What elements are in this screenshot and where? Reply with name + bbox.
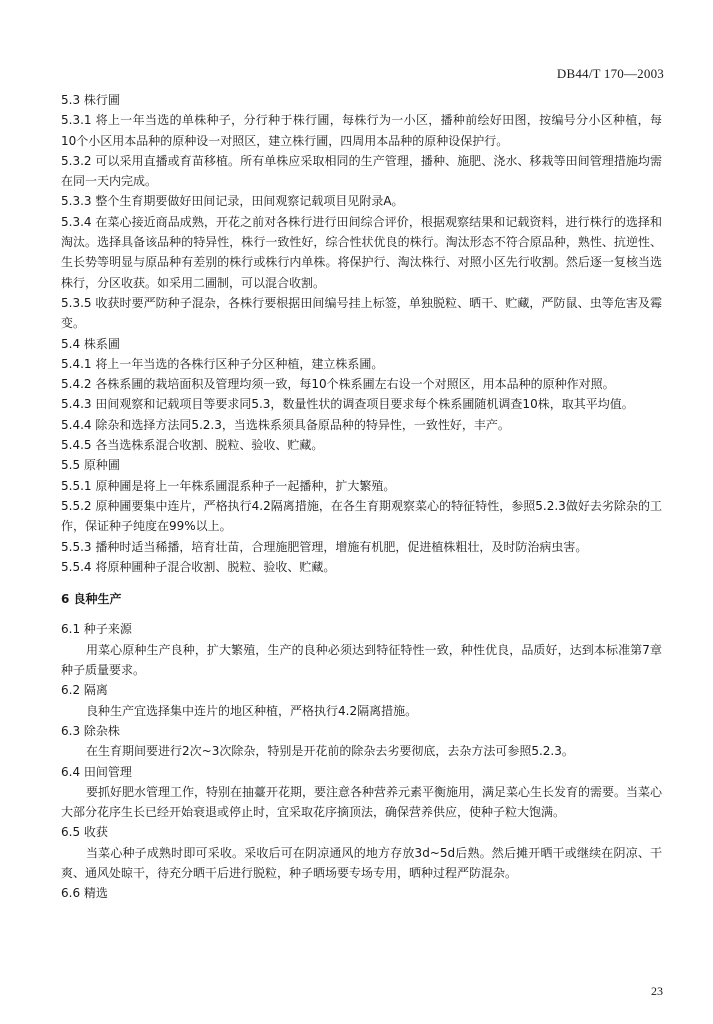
heading-6-6: 6.6 精选 bbox=[61, 886, 108, 901]
clause-5-3-2: 5.3.2 可以采用直播或育苗移植。所有单株应采取相同的生产管理，播种、施肥、浇水、移栽等田间管理措施均需在同一天内完成。 bbox=[61, 153, 662, 189]
clause-5-5-3: 5.5.3 播种时适当稀播，培育壮苗，合理施肥管理，增施有机肥，促进植株粗壮，及时防治病虫害。 bbox=[61, 539, 588, 554]
heading-6-3: 6.3 除杂株 bbox=[61, 723, 120, 738]
heading-6-1: 6.1 种子来源 bbox=[61, 622, 132, 637]
clause-5-5-4: 5.5.4 将原种圃种子混合收割、脱粒、验收、贮藏。 bbox=[61, 559, 336, 574]
clause-5-3-1: 5.3.1 将上一年当选的单株种子，分行种于株行圃，每株行为一小区，播种前绘好田图，按编号分小区种植，每10个小区用本品种的原种设一对照区，建立株行圃，四周用本品种的原种设保护行。 bbox=[61, 113, 662, 148]
section-6-heading: 6 良种生产 bbox=[61, 592, 122, 607]
heading-6-2: 6.2 隔离 bbox=[61, 683, 108, 698]
clause-5-4-3: 5.4.3 田间观察和记载项目等要求同5.3，数量性状的调查项目要求每个株系圃随机调查10株，取其平均值。 bbox=[61, 397, 634, 412]
page-number: 23 bbox=[651, 984, 663, 998]
text-6-1: 用菜心原种生产良种，扩大繁殖，生产的良种必须达到特征特性一致，种性优良，品质好，达到本标准第7章种子质量要求。 bbox=[61, 642, 662, 678]
text-6-4: 要抓好肥水管理工作，特别在抽薹开花期，要注意各种营养元素平衡施用，满足菜心生长发育的需要。当菜心大部分花序生长已经开始衰退或停止时，宜采取花序摘顶法，确保营养供应，使种子粒大饱满。 bbox=[61, 784, 663, 820]
heading-6-5: 6.5 收获 bbox=[61, 825, 108, 840]
clause-5-4-5: 5.4.5 各当选株系混合收割、脱粒、验收、贮藏。 bbox=[61, 438, 324, 453]
clause-5-4-1: 5.4.1 将上一年当选的各株行区种子分区种植，建立株系圃。 bbox=[61, 356, 384, 371]
text-6-5: 当菜心种子成熟时即可采收。采收后可在阴凉通风的地方存放3d~5d后熟。然后摊开晒干或继续在阴凉、干爽、通风处晾干，待充分晒干后进行脱粒，种子晒场要专场专用，晒种过程严防混杂。 bbox=[61, 845, 662, 880]
clause-5-3-5: 5.3.5 收获时要严防种子混杂，各株行要根据田间编号挂上标签，单独脱粒、晒干、贮藏，严防鼠、虫等危害及霉变。 bbox=[61, 295, 662, 331]
clause-5-4-4: 5.4.4 除杂和选择方法同5.2.3，当选株系须具备原品种的特异性，一致性好，丰产。 bbox=[61, 417, 510, 432]
text-6-3: 在生育期间要进行2次~3次除杂，特别是开花前的除杂去劣要彻底，去杂方法可参照5.2.3。 bbox=[86, 744, 574, 759]
clause-5-5-2: 5.5.2 原种圃要集中连片，严格执行4.2隔离措施，在各生育期观察菜心的特征特性，参照5.2.3做好去劣除杂的工作，保证种子纯度在99%以上。 bbox=[61, 498, 663, 534]
document-body bbox=[61, 90, 662, 904]
clause-5-4-2: 5.4.2 各株系圃的栽培面积及管理均须一致，每10个株系圃左右设一个对照区，用本品种的原种作对照。 bbox=[61, 377, 615, 392]
document-code-header: DB44/T 170—2003 bbox=[556, 66, 664, 81]
heading-5-3: 5.3 株行圃 bbox=[61, 93, 120, 107]
heading-6-4: 6.4 田间管理 bbox=[61, 764, 132, 779]
clause-5-5-1: 5.5.1 原种圃是将上一年株系圃混系种子一起播种，扩大繁殖。 bbox=[61, 478, 396, 493]
clause-5-3-4: 5.3.4 在菜心接近商品成熟，开花之前对各株行进行田间综合评价，根据观察结果和记载资料，进行株行的选择和淘汰。选择具备该品种的特异性，株行一致性好，综合性状优良的株行。淘汰形态不符合原品种，熟性、抗逆性、生长势等明显与原品种有差别的株行或株行内单株。将保护行、淘汰株行、对照小区先行收割。然后逐一复核当选株行，分区收获。如采用二圃制，可以混合收割。 bbox=[61, 214, 662, 290]
heading-5-4: 5.4 株系圃 bbox=[61, 336, 120, 351]
clause-5-3-3: 5.3.3 整个生育期要做好田间记录，田间观察记载项目见附录A。 bbox=[61, 194, 404, 209]
text-6-2: 良种生产宜选择集中连片的地区种植，严格执行4.2隔离措施。 bbox=[86, 703, 418, 718]
heading-5-5: 5.5 原种圃 bbox=[61, 458, 120, 473]
